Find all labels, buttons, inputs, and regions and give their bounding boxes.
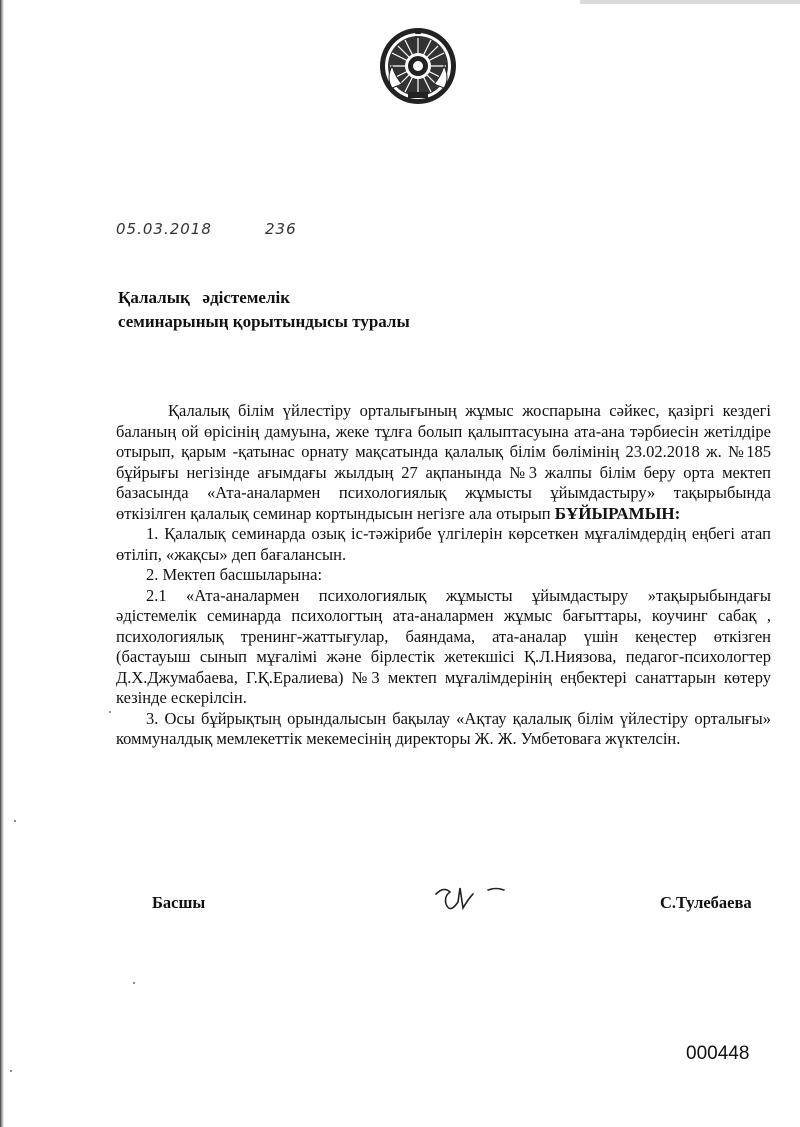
signatory-position: Басшы [152,893,206,912]
handwritten-signature-icon [430,880,510,920]
item-2-1: 2.1 «Ата-аналармен психологиялық жұмысты ұйымдастыру »тақырыбындағы әдістемелік семинарда психологтың ата-аналармен жұмыс бағыттары, коучинг сабақ , психологиялық тренинг-жаттығулар, баяндама, ата-аналар үшін кеңестер өткізген (бастауыш сынып мұғалімі және бірлестік жетекшісі Қ.Л.Ниязова, педагог-психологтер Д.Х.Джумабаева, Г.Қ.Ералиева) №3 мектеп мұғалімдерінің еңбектері санаттарын көтеру кезінде ескерілсін. [116,585,771,707]
item-1: 1. Қалалық семинарда озық іс-тәжірибе үлгілерін көрсеткен мұғалімдердің еңбегі атап өтіліп, «жақсы» деп бағалансын. [116,524,771,564]
scan-top-mark [580,0,800,4]
signatory-name: С.Тулебаева [660,893,752,912]
scan-speck [10,1070,12,1072]
document-serial-number: 000448 [686,1043,750,1064]
handwritten-date: 05.03.2018 [116,220,212,238]
kazakhstan-state-emblem-icon [378,26,458,106]
scan-edge [0,0,4,1127]
title-line-2: семинарының қорытындысы туралы [118,312,410,331]
order-word: БҰЙЫРАМЫН: [554,503,681,523]
handwritten-number: 236 [265,220,297,238]
scan-speck [133,982,135,984]
preamble-paragraph [116,401,771,524]
item-3: 3. Осы бұйрықтың орындалысын бақылау «Ақтау қалалық білім үйлестіру орталығы» коммуналдық мемлекеттік мекемесінің директоры Ж. Ж. Умбетоваға жүктелсін. [116,708,771,748]
preamble-text: Қалалық білім үйлестіру орталығының жұмыс жоспарына сәйкес, қазіргі кездегі баланың ой өрісінің дамуына, жеке тұлға болып қалыптасуына ата-ана тәрбиесін жетілдіре отырып, қарым -қатынас орнату мақсатында қалалық білім бөлімінің 23.02.2018 ж. №185 бұйрығы негізінде ағымдағы жылдың 27 ақпанында №3 жалпы білім беру орта мектеп базасында «Ата-аналармен психологиялық жұмысты ұйымдастыру» тақырыбында өткізілген қалалық семинар кортындысын негізге ала отырып [116,401,771,523]
title-line-1: Қалалық әдістемелік [118,288,291,307]
scan-speck [109,711,111,713]
document-title [118,286,410,334]
item-2: 2. Мектеп басшыларына: [146,565,323,584]
scan-speck [14,820,16,822]
document-body [116,401,771,750]
